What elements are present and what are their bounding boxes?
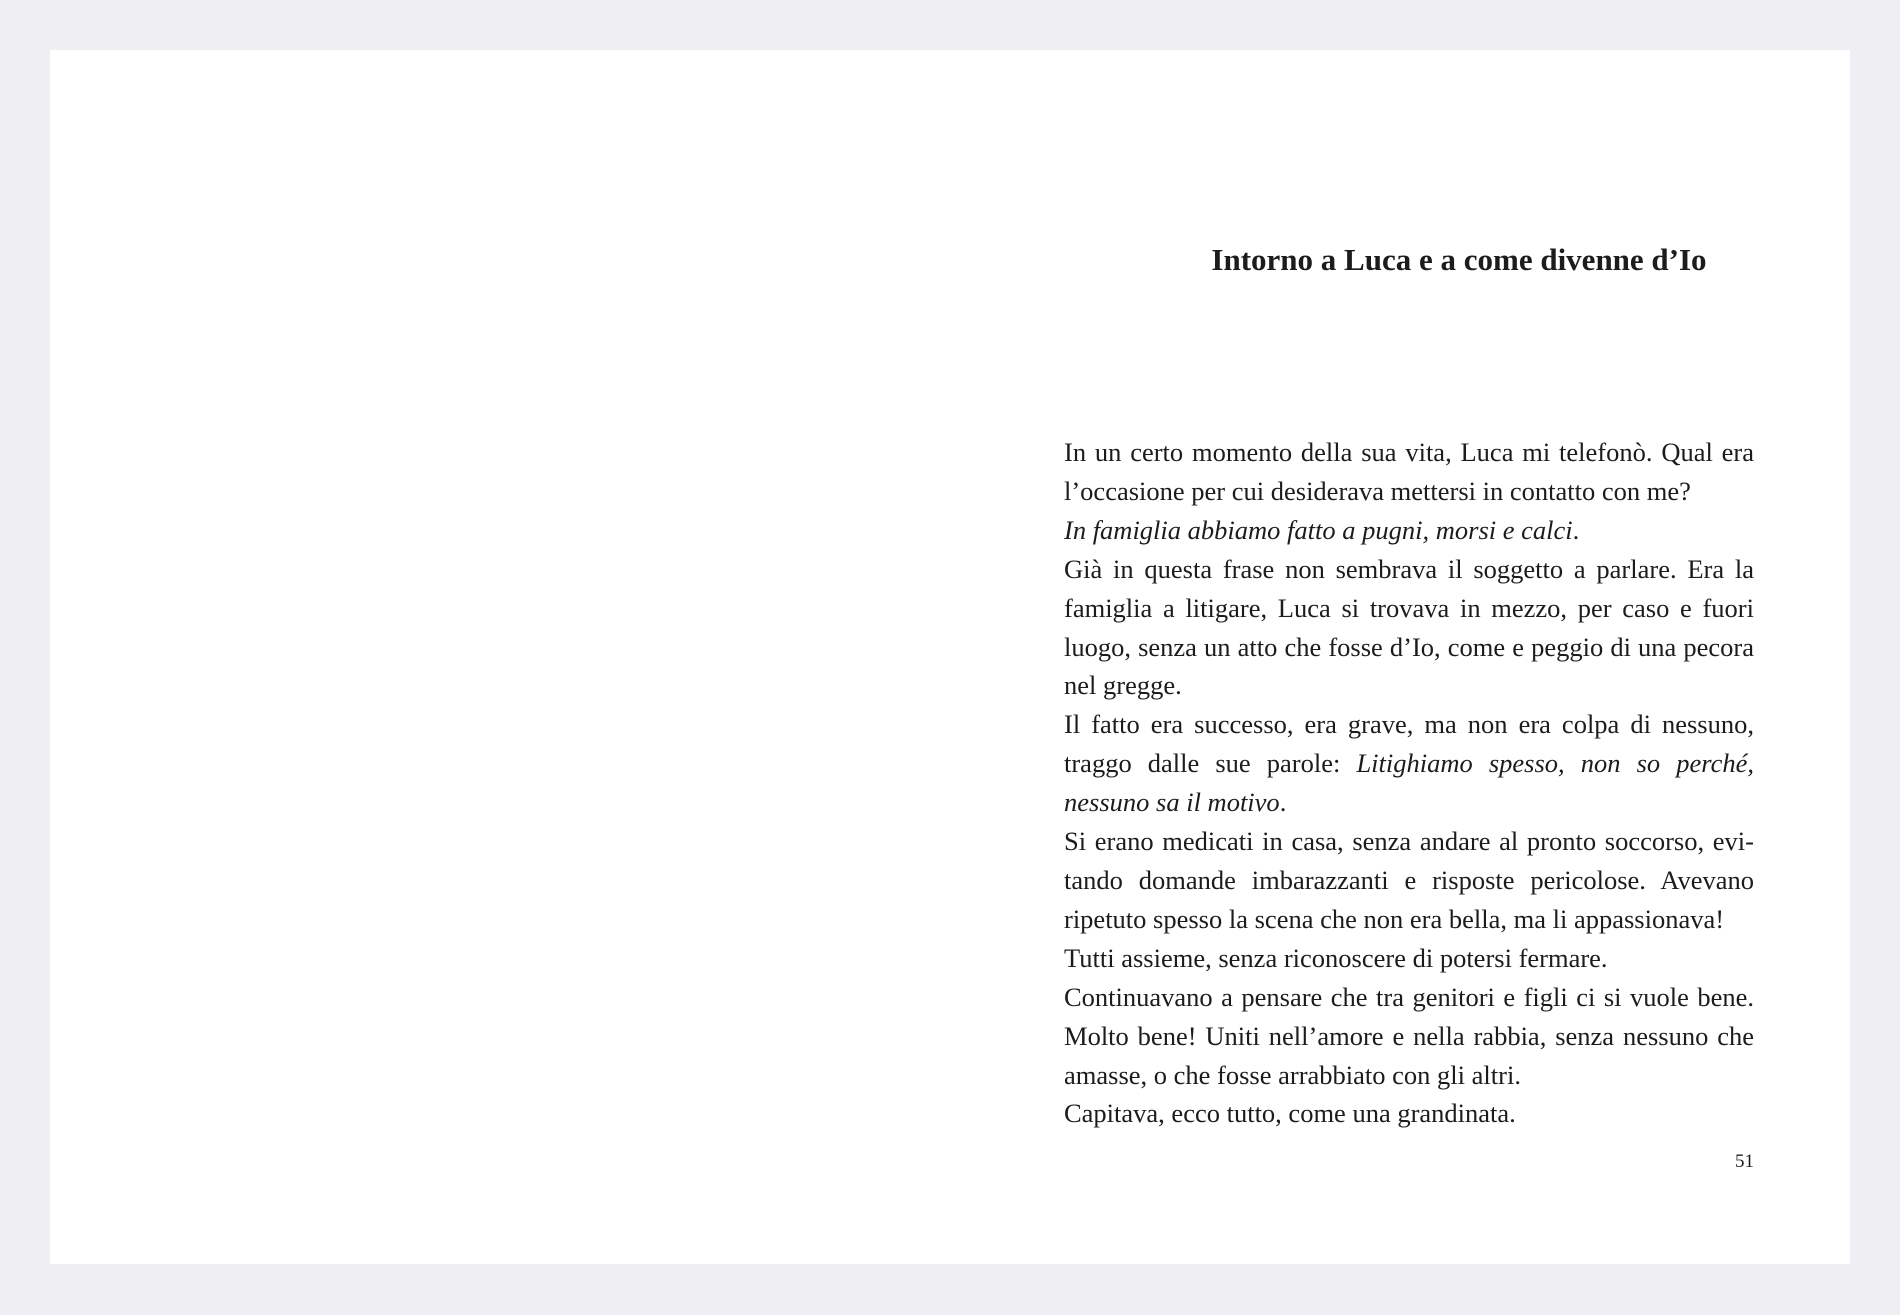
left-page-blank (50, 50, 950, 1264)
page-number: 51 (1735, 1151, 1754, 1172)
text-run: Già in questa frase non sembrava il soggetto a parlare. Era la famiglia a litigare, Luca si trovava in mezzo, per caso e fuori luogo, senza un atto che fosse d’Io, come e peggio di una pecora nel gregge. (1064, 553, 1754, 701)
book-spread (50, 50, 1850, 1264)
text-run: . (1572, 514, 1580, 545)
text-run: Capitava, ecco tutto, come una grandinata. (1064, 1098, 1516, 1129)
body-paragraph (1064, 1094, 1754, 1133)
body-paragraph (1064, 511, 1754, 550)
body-text (1064, 433, 1754, 1133)
body-paragraph (1064, 822, 1754, 939)
chapter-title: Intorno a Luca e a come divenne d’Io (1211, 242, 1707, 277)
text-run: . (1279, 787, 1287, 818)
body-paragraph (1064, 550, 1754, 706)
body-paragraph (1064, 939, 1754, 978)
text-run: Tutti assieme, senza riconoscere di potersi fermare. (1064, 942, 1608, 973)
text-run: Si erano medicati in casa, senza andare al pronto soccorso, evitando domande imbarazzanti e risposte pericolose. Avevano ripetuto spesso la scena che non era bella, ma li appassionava! (1064, 826, 1754, 934)
body-paragraph (1064, 978, 1754, 1095)
body-paragraph (1064, 705, 1754, 822)
body-paragraph (1064, 433, 1754, 511)
italic-quote: Litighiamo spesso, non so perché, nessuno sa il motivo (1064, 748, 1754, 818)
text-run: Continuavano a pensare che tra genitori e figli ci si vuole bene. Molto bene! Uniti nell’amore e nella rabbia, senza nessuno che amasse, o che fosse arrabbiato con gli altri. (1064, 981, 1754, 1090)
text-run: Il fatto era successo, era grave, ma non era colpa di nessuno, traggo dalle sue parole: (1064, 709, 1754, 779)
text-run: In un certo momento della sua vita, Luca mi telefonò. Qual era l’occasione per cui desiderava mettersi in contatto con me? (1064, 437, 1754, 506)
italic-quote: In famiglia abbiamo fatto a pugni, morsi e calci (1064, 514, 1573, 545)
right-page (950, 50, 1850, 1264)
